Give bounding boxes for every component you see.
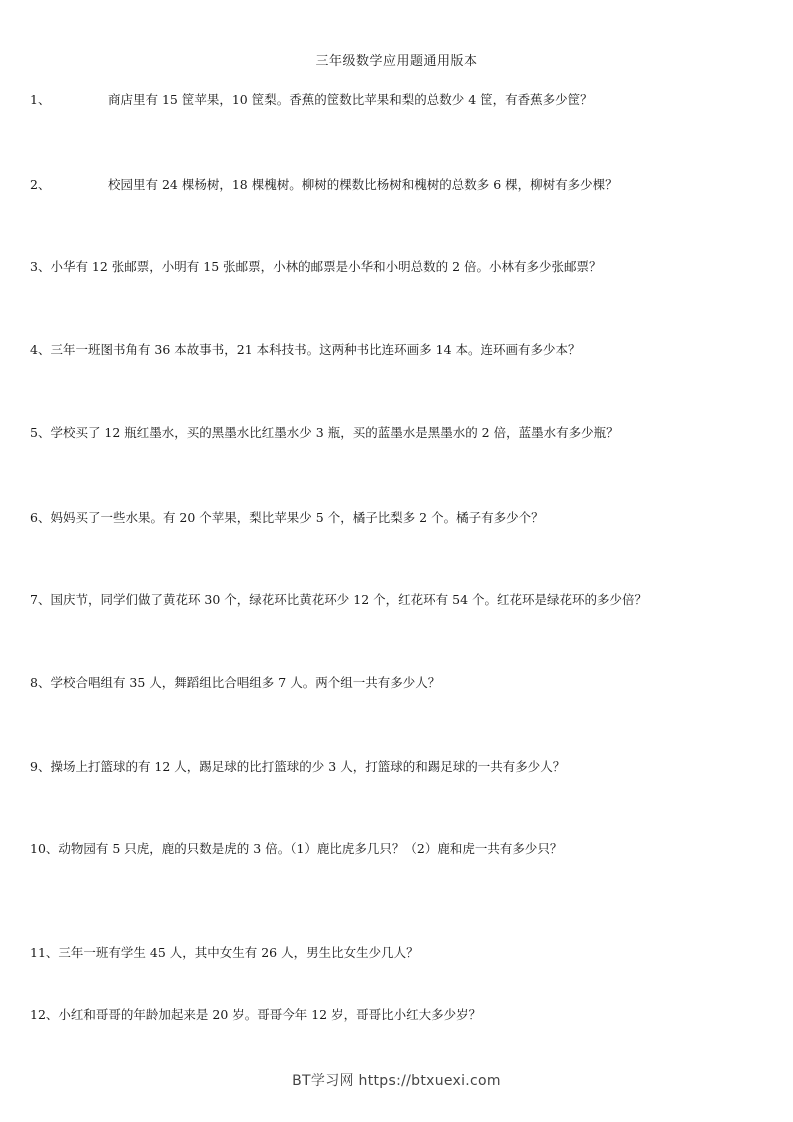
question-number: 8、 xyxy=(30,675,51,690)
question-item xyxy=(30,943,419,963)
question-number: 7、 xyxy=(30,592,51,607)
question-text: 学校买了 12 瓶红墨水，买的黑墨水比红墨水少 3 瓶，买的蓝墨水是黑墨水的 2 倍，蓝墨水有多少瓶？ xyxy=(50,425,619,440)
question-text: 商店里有 15 筐苹果，10 筐梨。香蕉的筐数比苹果和梨的总数少 4 筐，有香蕉多少筐？ xyxy=(108,92,593,107)
question-text: 小华有 12 张邮票，小明有 15 张邮票，小林的邮票是小华和小明总数的 2 倍。小林有多少张邮票？ xyxy=(50,259,602,274)
question-text: 操场上打篮球的有 12 人，踢足球的比打篮球的少 3 人，打篮球的和踢足球的一共有多少人？ xyxy=(50,759,566,774)
question-item xyxy=(30,175,618,195)
question-text: 三年一班图书角有 36 本故事书，21 本科技书。这两种书比连环画多 14 本。连环画有多少本？ xyxy=(50,342,581,357)
question-text: 校园里有 24 棵杨树，18 棵槐树。柳树的棵数比杨树和槐树的总数多 6 棵，柳树有多少棵？ xyxy=(108,177,618,192)
question-item xyxy=(30,673,440,693)
question-text: 学校合唱组有 35 人，舞蹈组比合唱组多 7 人。两个组一共有多少人？ xyxy=(50,675,441,690)
question-number: 12、 xyxy=(30,1007,59,1022)
question-number: 9、 xyxy=(30,759,51,774)
question-item xyxy=(30,1005,481,1025)
question-text: 小红和哥哥的年龄加起来是 20 岁。哥哥今年 12 岁，哥哥比小红大多少岁？ xyxy=(58,1007,482,1022)
question-text: 国庆节，同学们做了黄花环 30 个，绿花环比黄花环少 12 个，红花环有 54 个。红花环是绿花环的多少倍？ xyxy=(50,592,648,607)
question-text: 动物园有 5 只虎，鹿的只数是虎的 3 倍。（1）鹿比虎多几只？（2）鹿和虎一共有多少只？ xyxy=(58,841,563,856)
question-item xyxy=(30,340,581,360)
footer-watermark: BT学习网 https://btxuexi.com xyxy=(292,1073,501,1089)
question-item xyxy=(30,590,647,610)
question-number: 11、 xyxy=(30,945,59,960)
question-number: 3、 xyxy=(30,259,51,274)
question-number: 5、 xyxy=(30,425,51,440)
question-item xyxy=(30,757,565,777)
question-item xyxy=(30,508,544,528)
question-item xyxy=(30,257,602,277)
question-text: 妈妈买了一些水果。有 20 个苹果，梨比苹果少 5 个，橘子比梨多 2 个。橘子有多少个？ xyxy=(50,510,544,525)
question-item xyxy=(30,90,593,110)
page-title: 三年级数学应用题通用版本 xyxy=(315,54,478,69)
question-number: 1、 xyxy=(30,92,51,107)
question-number: 2、 xyxy=(30,177,51,192)
question-number: 10、 xyxy=(30,841,59,856)
question-item xyxy=(30,423,619,443)
question-item xyxy=(30,839,562,859)
question-text: 三年一班有学生 45 人，其中女生有 26 人，男生比女生少几人？ xyxy=(58,945,419,960)
question-number: 4、 xyxy=(30,342,51,357)
question-number: 6、 xyxy=(30,510,51,525)
